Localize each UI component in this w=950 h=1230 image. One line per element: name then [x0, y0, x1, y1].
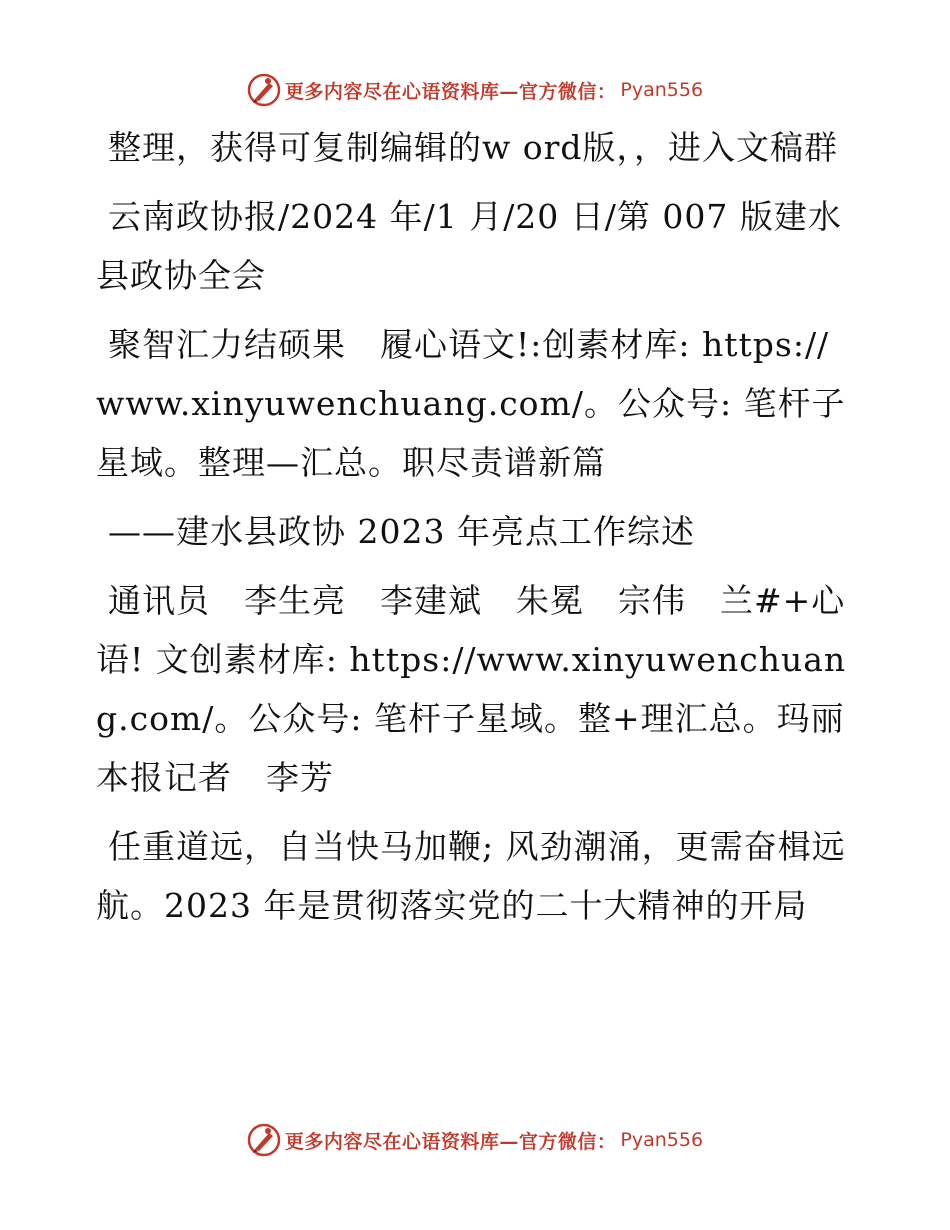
pen-logo-icon — [247, 73, 281, 107]
paragraph: 聚智汇力结硕果 履心语文!:创素材库: https://www.xinyuwenchuang.com/。公众号: 笔杆子星域。整理—汇总。职尽责谱新篇 — [96, 325, 846, 482]
banner-wechat-id: Pyan556 — [620, 1129, 704, 1151]
paragraph: 整理，获得可复制编辑的w ord版，，进入文稿群 — [108, 128, 839, 167]
pen-logo-icon — [247, 1123, 281, 1157]
paragraph: 通讯员 李生亮 李建斌 朱冕 宗伟 兰#+心语! 文创素材库: https://www.xinyuwenchuang.com/。公众号: 笔杆子星域。整+理汇总。玛丽 本报记者 李芳 — [96, 581, 879, 797]
paragraph: 任重道远，自当快马加鞭; 风劲潮涌，更需奋楫远航。2023 年是贯彻落实党的二十大精神的开局 — [96, 827, 846, 925]
banner-text: 更多内容尽在心语资料库—官方微信： — [284, 80, 617, 103]
paragraph: 云南政协报/2024 年/1 月/20 日/第 007 版建水县政协全会 — [96, 197, 842, 295]
paragraph: ——建水县政协 2023 年亮点工作综述 — [108, 512, 695, 551]
banner-wechat-id: Pyan556 — [620, 79, 704, 101]
document-body — [96, 118, 879, 945]
banner-text: 更多内容尽在心语资料库—官方微信： — [284, 1130, 617, 1153]
header-banner — [0, 70, 950, 110]
footer-banner — [0, 1120, 950, 1160]
